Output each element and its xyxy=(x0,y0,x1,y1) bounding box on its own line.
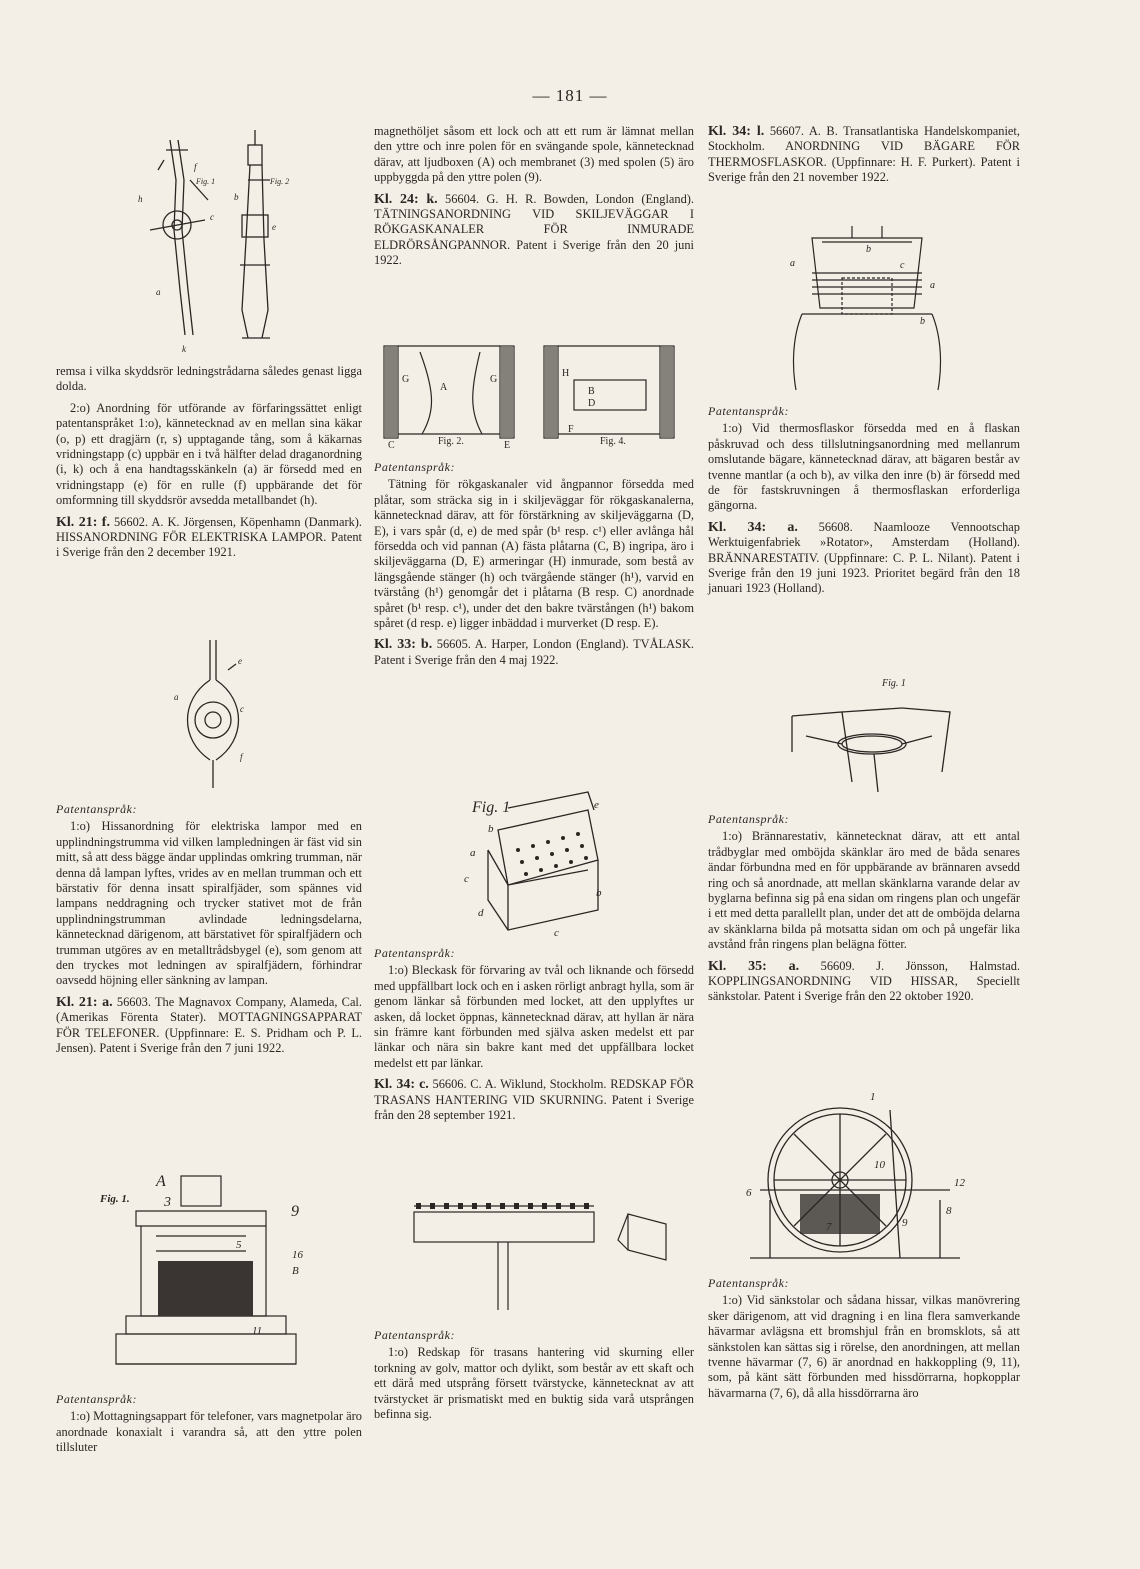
box-label-c: c xyxy=(464,873,469,885)
entry-56603-claim: 1:o) Mottagningsappart för telefoner, vars magnetpolar äro anordnade konaxialt i varandra så, att den yttre polen tillsluter xyxy=(56,1409,362,1455)
tong-caption-a: Fig. 1 xyxy=(196,177,216,186)
thermos-cup-figure xyxy=(782,218,952,393)
lamp-hoist-figure xyxy=(170,640,270,790)
lift-label-12: 12 xyxy=(954,1177,965,1189)
tong-label-a: a xyxy=(156,287,161,297)
class-label: Kl. 33: b. xyxy=(374,637,433,653)
phone-label-3: 3 xyxy=(164,1195,171,1210)
patent-claims-heading: Patentanspråk: xyxy=(708,812,789,826)
class-label: Kl. 21: a. xyxy=(56,994,113,1010)
tong-label-c: c xyxy=(210,212,214,222)
tong-label-h: h xyxy=(138,194,143,204)
column-1-middle xyxy=(56,798,362,1063)
patent-claims-heading: Patentanspråk: xyxy=(56,802,137,816)
col1-continued-text: remsa i vilka skyddsrör ledningstrådarna således genast ligga dolda. xyxy=(56,364,362,394)
column-3-lower xyxy=(708,808,1020,1011)
box-label-b: b xyxy=(488,823,494,835)
flue-seal-figure xyxy=(380,342,685,450)
patent-claims-heading: Patentanspråk: xyxy=(56,1392,137,1406)
box-label-b2: b xyxy=(596,887,602,899)
tong-figure xyxy=(130,120,310,355)
flue-label-A: A xyxy=(440,382,448,393)
lamp-label-f: f xyxy=(240,752,243,762)
column-3-bottom xyxy=(708,1272,1020,1407)
entry-56608-claim: 1:o) Brännarestativ, kännetecknat därav, att ett antal trådbyglar med omböjda skänklar äro med de båda senares ändar förbundna med en för uppbärande av brännaren avsedd ring och så anordnade, att mellan skänklarna varande delar av byglarna befinna sig på ena sidan om ringens plan och ungefär i ett med detta parallellt plan, under det att de omböjda delarna av skänklarna bilda på motsatta sidan om och på ungefär lika avstånd från ringens plan belägna fötter. xyxy=(708,829,1020,952)
cup-label-a2: a xyxy=(930,280,935,291)
class-label: Kl. 34: l. xyxy=(708,124,765,139)
entry-text: 56609. J. Jönsson, Halmstad. KOPPLINGSANORDNING VID HISSAR, Speciellt sänkstolar. Patent i Sverige från den 22 oktober 1920. xyxy=(708,958,1020,1004)
page-number: — 181 — xyxy=(532,86,608,105)
class-label: Kl. 34: c. xyxy=(374,1077,429,1093)
entry-text: 56608. Naamlooze Vennootschap Werktuigenfabriek »Rotator», Amsterdam (Holland). BRÄNNARESTATIV. (Uppfinnare: C. P. L. Nilant). Patent i Sverige från den 19 juni 1923. Prioritet begärd från den 18 januari 1923 (Holland). xyxy=(708,519,1020,596)
box-caption: Fig. 1 xyxy=(472,799,511,816)
entry-56609 xyxy=(708,959,1020,1005)
flue-label-G1: G xyxy=(402,374,410,385)
col2-continued-text: magnethöljet såsom ett lock och att ett rum är lämnat mellan den yttre och inre polen för en svängande spole, kännetecknad därav, att ljudboxen (A) och membranet (3) med spolen (5) äro uppbyggda på den yttre polen (9). xyxy=(374,124,694,185)
patent-claims-heading: Patentanspråk: xyxy=(708,404,789,418)
entry-56605 xyxy=(374,637,694,668)
flue-label-G2: G xyxy=(490,374,498,385)
flue-label-D: D xyxy=(588,398,596,409)
flue-label-H: H xyxy=(562,368,570,379)
tong-label-f: f xyxy=(194,162,197,172)
burner-stand-figure xyxy=(782,672,962,797)
entry-56609-claim: 1:o) Vid sänkstolar och sådana hissar, vilkas manövrering sker därigenom, att vid dragning i en lina flera samverkande hävarmar avlägsna ett bromshjul från en bromsklots, så att sänkstolen kan sättas sig i rörelse, den anordningen, att mellan tvenne hävarmar (7, 6) är anordnad en hakkoppling (9, 11), som, på känt sätt förbunden med hissdörrarna, hopkopplar hävarmarna (7, 6), då alla hissdörrarna äro xyxy=(708,1293,1020,1400)
box-label-c2: c xyxy=(554,927,559,939)
phone-label-16: 16 xyxy=(292,1249,303,1261)
column-2-middle xyxy=(374,456,694,674)
lamp-label-e: e xyxy=(238,656,242,666)
flue-label-B: B xyxy=(588,386,595,397)
entry-text: 56603. The Magnavox Company, Alameda, Cal. (Amerikas Förenta Stater). MOTTAGNINGSAPPARAT FÖR TELEFONER. (Uppfinnare: E. S. Pridham och P. L. Jensen). Patent i Sverige från den 7 juni 1922. xyxy=(56,994,362,1056)
scrubbing-tool-figure xyxy=(406,1200,676,1315)
tong-label-e: e xyxy=(272,222,276,232)
entry-56604 xyxy=(374,192,694,269)
column-3-upper xyxy=(708,124,1020,192)
entry-56602 xyxy=(56,515,362,561)
entry-56605-claim: 1:o) Bleckask för förvaring av tvål och liknande och försedd med uppfällbart lock och en i asken rörligt anbragt hylla, som är genom länkar så förbunden med locket, att den upplyftes ur asken, då locket öppnas, kännetecknad därav, att hyllan är nära sin främre kant förbunden med själva asken medelst ett par länkar och nära sin bakre kant med det uppfällbara locket medelst ett par länkar. xyxy=(374,963,694,1070)
patent-claims-heading: Patentanspråk: xyxy=(374,460,455,474)
phone-caption: Fig. 1. xyxy=(100,1193,130,1205)
tong-label-b: b xyxy=(234,192,239,202)
flue-caption-b: Fig. 4. xyxy=(600,436,626,447)
tong-caption-b: Fig. 2 xyxy=(270,177,290,186)
phone-label-11: 11 xyxy=(252,1325,263,1337)
entry-56607 xyxy=(708,124,1020,186)
entry-56604-claim: Tätning för rökgaskanaler vid ångpannor försedda med plåtar, som sträcka sig in i skiljeväggar för rökgaskanalerna, kännetecknad därav, att för förstärkning av skiljeväggarna (D, E), i vars spår (d, e) de med spår (b¹ resp. c¹) eller avlånga hål försedda och vid pannan (A) fästa plåtarna (C, B) ingripa, äro i skiljeväggarna (D, E) armeringar (H) inmurade, som bestå av längsgående stänger (h) och tvärgående stänger (h¹), varvid en tvärstång (h¹) genomgår det i plåtarna (B resp. C) anordnade spåret (b¹ resp. c¹), under det den bakre tvärstången (h¹) bakom spåret (d resp. e) ligger inbäddad i murverket (D resp. E). xyxy=(374,477,694,631)
phone-label-5: 5 xyxy=(236,1239,242,1251)
class-label: Kl. 21: f. xyxy=(56,514,110,530)
lift-label-9: 9 xyxy=(902,1217,908,1229)
cup-label-b: b xyxy=(866,244,871,255)
entry-56603 xyxy=(56,995,362,1057)
column-3-middle xyxy=(708,400,1020,603)
entry-56602-claim: 1:o) Hissanordning för elektriska lampor med en upplindningstrumma vid vilken lampledningen är fäst vid sin mitt, så att dess bägge ändar upplindas omkring trumman, när denna då lampan lyftes, vrides av en mellan trumman och ett bärstativ för denna insatt spiralfjäder, som spännes vid lampans neddragning och trycker stativet mot de från upplindningstrumman avlindade ledningsdelarna, kännetecknad därigenom, att bärstativet för spiralfjädern och trumman utgöres av en metalltrådsbygel (e), som genom att den tryckes mot ledningen av spiralfjädern, förhindrar oavsedd höjning eller sänkning av lampan. xyxy=(56,819,362,988)
flue-label-E: E xyxy=(504,440,511,450)
lift-label-10: 10 xyxy=(874,1159,885,1171)
lamp-label-c: c xyxy=(240,704,244,714)
box-label-d: d xyxy=(478,907,484,919)
entry-56608 xyxy=(708,520,1020,597)
lift-label-1: 1 xyxy=(870,1091,876,1103)
lift-coupling-figure xyxy=(740,1090,980,1265)
flue-caption-a: Fig. 2. xyxy=(438,436,464,447)
flue-label-F: F xyxy=(568,424,574,435)
lamp-label-a: a xyxy=(174,692,179,702)
entry-text: 56607. A. B. Transatlantiska Handelskompaniet, Stockholm. ANORDNING VID BÄGARE FÖR THERMOSFLASKOR. (Uppfinnare: H. F. Purkert). Patent i Sverige från den 21 november 1922. xyxy=(708,124,1020,185)
entry-text: 56604. G. H. R. Bowden, London (England). TÄTNINGSANORDNING VID SKILJEVÄGGAR I RÖKGASKANALER FÖR INMURADE ELDRÖRSÅNGPANNOR. Patent i Sverige från den 20 juni 1922. xyxy=(374,191,694,268)
entry-text: 56606. C. A. Wiklund, Stockholm. REDSKAP FÖR TRASANS HANTERING VID SKURNING. Patent i Sverige från den 28 september 1921. xyxy=(374,1077,694,1123)
cup-label-c: c xyxy=(900,260,905,271)
column-2-upper xyxy=(374,124,694,275)
soap-box-figure xyxy=(448,790,618,940)
patent-claims-heading: Patentanspråk: xyxy=(374,946,455,960)
entry-text: 56605. A. Harper, London (England). TVÅLASK. Patent i Sverige från den 4 maj 1922. xyxy=(374,637,694,667)
class-label: Kl. 24: k. xyxy=(374,191,438,207)
col1-claim-2: 2:o) Anordning för utförande av förfaringssättet enligt patentanspråket 1:o), kännetecknad av en mellan sina käkar (o, p) ett dragjärn (r, s) upptagande tång, som å käkarnas vridningstapp (c) uppbär en i två hälfter delad draganordning (i, k) och å ena handtagsskänkeln (a) är försedd med en vridningstapp (e) för en rulle (f) uppbärande det för omformning till skyddsrör avsedda metallbandet (h). xyxy=(56,400,362,508)
lift-label-7: 7 xyxy=(826,1221,832,1233)
phone-label-A: A xyxy=(156,1173,166,1190)
column-1-lower xyxy=(56,1388,362,1462)
box-label-a: a xyxy=(470,847,476,859)
column-1-upper xyxy=(56,364,362,567)
telephone-receiver-figure xyxy=(96,1166,326,1381)
entry-text: 56602. A. K. Jörgensen, Köpenhamn (Danmark). HISSANORDNING FÖR ELEKTRISKA LAMPOR. Patent i Sverige från den 2 december 1921. xyxy=(56,514,362,560)
lift-label-6: 6 xyxy=(746,1187,752,1199)
patent-claims-heading: Patentanspråk: xyxy=(708,1276,789,1290)
entry-56606-claim: 1:o) Redskap för trasans hantering vid skurning eller torkning av golv, mattor och dylikt, som består av ett skaft och ett därå med utsprång försett tvärstycke, kännetecknat av att tvärstycket är prismatiskt med en buktig sida varå utsprången befinna sig. xyxy=(374,1345,694,1422)
patent-claims-heading: Patentanspråk: xyxy=(374,1328,455,1342)
flue-label-C: C xyxy=(388,440,395,450)
phone-label-9: 9 xyxy=(291,1203,299,1220)
cup-label-a: a xyxy=(790,258,795,269)
phone-label-B: B xyxy=(292,1265,299,1277)
stand-caption: Fig. 1 xyxy=(882,678,906,689)
class-label: Kl. 35: a. xyxy=(708,958,800,974)
entry-56606 xyxy=(374,1077,694,1123)
box-label-e: e xyxy=(594,799,599,811)
entry-56607-claim: 1:o) Vid thermosflaskor försedda med en å flaskan påskruvad och dess tillslutningsanordning med mellanrum omslutande bägare, kännetecknad därav, att bägaren består av tvenne mantlar (a och b), av vilka den inre (b) är försedd med de för fastskruvningen å thermosflaskan erforderliga gängorna. xyxy=(708,421,1020,513)
lift-label-8: 8 xyxy=(946,1205,952,1217)
column-2-lower xyxy=(374,942,694,1129)
tong-label-k: k xyxy=(182,344,186,354)
class-label: Kl. 34: a. xyxy=(708,519,798,535)
cup-label-b2: b xyxy=(920,316,925,327)
column-2-bottom xyxy=(374,1324,694,1428)
